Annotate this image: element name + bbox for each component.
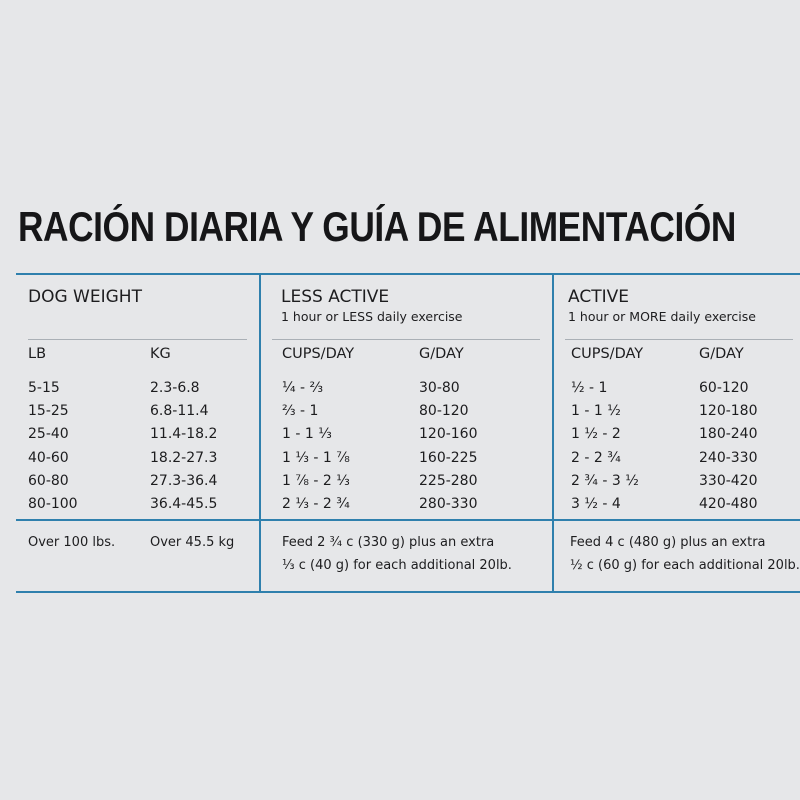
cell-less-grams: 30-80 bbox=[419, 380, 460, 396]
cell-less-grams: 120-160 bbox=[419, 426, 478, 443]
column-header-less-grams: G/DAY bbox=[419, 346, 464, 362]
cell-lb: 15-25 bbox=[28, 403, 69, 420]
column-header-active-grams: G/DAY bbox=[699, 346, 744, 362]
cell-lb: 5-15 bbox=[28, 380, 60, 396]
cell-lb: 60-80 bbox=[28, 472, 69, 489]
table-bottom-rule bbox=[16, 591, 800, 593]
table-top-rule bbox=[16, 273, 800, 275]
cell-lb: 25-40 bbox=[28, 426, 69, 443]
header-less-active-subtitle: 1 hour or LESS daily exercise bbox=[281, 309, 463, 324]
header-separator-weight bbox=[28, 339, 247, 340]
cell-active-grams: 420-480 bbox=[699, 496, 758, 512]
cell-less-grams: 80-120 bbox=[419, 403, 469, 420]
page-title: RACIÓN DIARIA Y GUÍA DE ALIMENTACIÓN bbox=[18, 203, 736, 250]
cell-active-cups: ½ - 1 bbox=[571, 380, 608, 396]
cell-less-grams: 280-330 bbox=[419, 496, 478, 512]
footer-less-active-line-2: ⅓ c (40 g) for each additional 20lb. bbox=[282, 558, 512, 573]
cell-active-cups: 1 - 1 ½ bbox=[571, 403, 621, 420]
header-less-active: LESS ACTIVE bbox=[281, 287, 390, 307]
cell-less-grams: 225-280 bbox=[419, 472, 478, 489]
header-dog-weight: DOG WEIGHT bbox=[28, 287, 142, 307]
cell-kg: 36.4-45.5 bbox=[150, 496, 218, 512]
cell-kg: 6.8-11.4 bbox=[150, 403, 209, 420]
cell-less-cups: 1 ⅞ - 2 ⅓ bbox=[282, 472, 350, 489]
column-divider-active bbox=[552, 275, 554, 591]
cell-active-grams: 120-180 bbox=[699, 403, 758, 420]
footer-lb: Over 100 lbs. bbox=[28, 535, 116, 550]
column-divider-less-active bbox=[259, 275, 261, 591]
cell-active-cups: 3 ½ - 4 bbox=[571, 496, 621, 512]
cell-active-grams: 180-240 bbox=[699, 426, 758, 443]
cell-lb: 80-100 bbox=[28, 496, 78, 512]
cell-less-cups: ¼ - ⅔ bbox=[282, 380, 324, 396]
cell-kg: 18.2-27.3 bbox=[150, 449, 218, 466]
cell-less-cups: ⅔ - 1 bbox=[282, 403, 319, 420]
cell-less-cups: 1 ⅓ - 1 ⅞ bbox=[282, 449, 350, 466]
cell-active-cups: 1 ½ - 2 bbox=[571, 426, 621, 443]
column-header-less-cups: CUPS/DAY bbox=[282, 346, 355, 362]
feeding-guide-table bbox=[16, 273, 800, 593]
cell-active-cups: 2 ¾ - 3 ½ bbox=[571, 472, 639, 489]
cell-lb: 40-60 bbox=[28, 449, 69, 466]
footer-kg: Over 45.5 kg bbox=[150, 535, 235, 550]
cell-less-cups: 2 ⅓ - 2 ¾ bbox=[282, 496, 350, 512]
cell-active-cups: 2 - 2 ¾ bbox=[571, 449, 621, 466]
column-header-active-cups: CUPS/DAY bbox=[571, 346, 644, 362]
header-separator-less-active bbox=[272, 339, 540, 340]
cell-less-cups: 1 - 1 ⅓ bbox=[282, 426, 332, 443]
cell-kg: 27.3-36.4 bbox=[150, 472, 218, 489]
header-separator-active bbox=[565, 339, 793, 340]
cell-kg: 11.4-18.2 bbox=[150, 426, 218, 443]
cell-active-grams: 240-330 bbox=[699, 449, 758, 466]
cell-active-grams: 60-120 bbox=[699, 380, 749, 396]
cell-kg: 2.3-6.8 bbox=[150, 380, 200, 396]
column-header-lb: LB bbox=[28, 346, 47, 362]
cell-active-grams: 330-420 bbox=[699, 472, 758, 489]
cell-less-grams: 160-225 bbox=[419, 449, 478, 466]
footer-less-active-line-1: Feed 2 ¾ c (330 g) plus an extra bbox=[282, 535, 495, 550]
column-header-kg: KG bbox=[150, 346, 171, 362]
footer-active-line-1: Feed 4 c (480 g) plus an extra bbox=[570, 535, 766, 550]
header-active-subtitle: 1 hour or MORE daily exercise bbox=[568, 309, 756, 324]
footer-active-line-2: ½ c (60 g) for each additional 20lb. bbox=[570, 558, 800, 573]
header-active: ACTIVE bbox=[568, 287, 629, 307]
table-footer-rule bbox=[16, 519, 800, 521]
